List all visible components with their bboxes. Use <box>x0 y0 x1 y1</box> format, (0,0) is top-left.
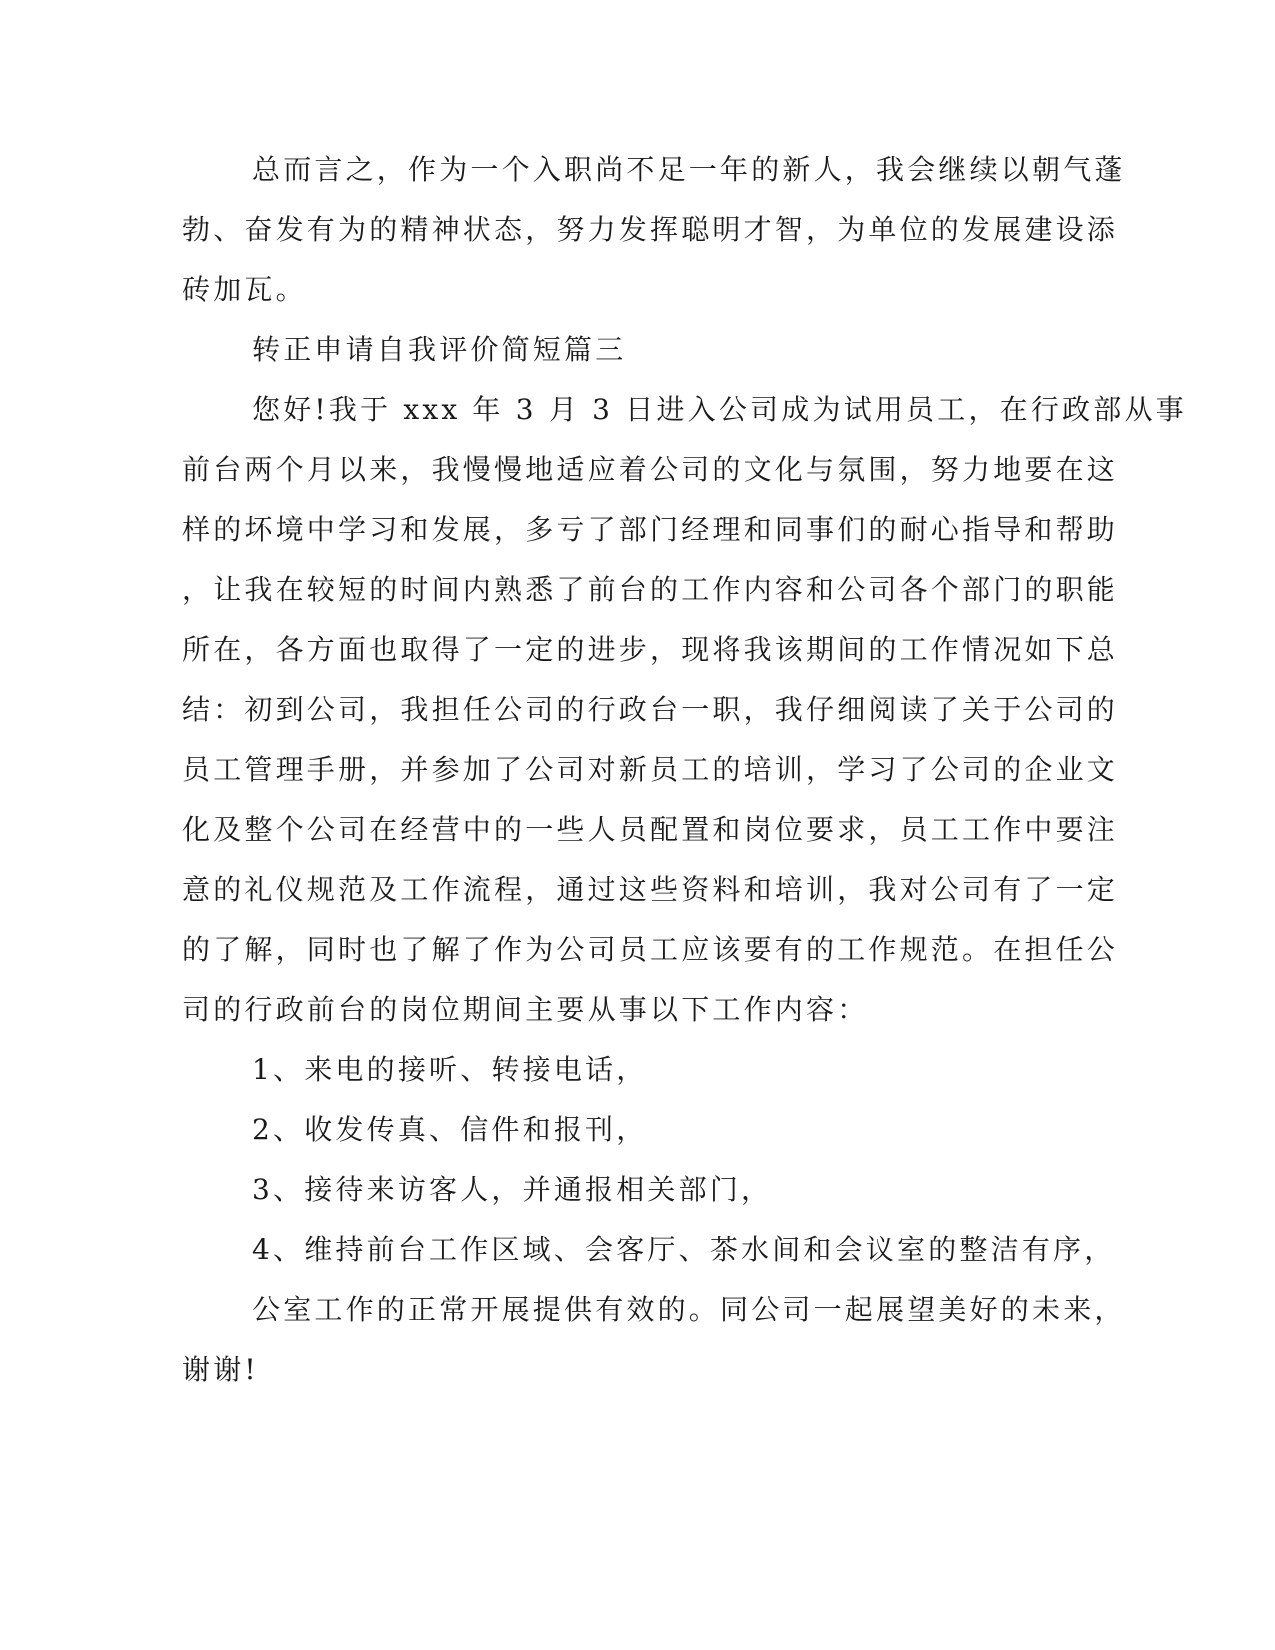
paragraph-body-line-11: 司的行政前台的岗位期间主要从事以下工作内容： <box>182 993 869 1026</box>
paragraph-body-line-2: 前台两个月以来，我慢慢地适应着公司的文化与氛围，努力地要在这 <box>182 453 1119 486</box>
paragraph-closing-line-1: 公室工作的正常开展提供有效的。同公司一起展望美好的未来， <box>252 1293 1126 1326</box>
list-item-1: 1、来电的接听、转接电话， <box>252 1053 648 1086</box>
paragraph-body-line-7: 员工管理手册，并参加了公司对新员工的培训，学习了公司的企业文 <box>182 753 1119 786</box>
paragraph-body-line-6: 结：初到公司，我担任公司的行政台一职，我仔细阅读了关于公司的 <box>182 693 1119 726</box>
paragraph-closing-line-2: 谢谢! <box>182 1353 259 1386</box>
list-item-4: 4、维持前台工作区域、会客厅、茶水间和会议室的整洁有序， <box>252 1233 1116 1266</box>
paragraph-body-line-8: 化及整个公司在经营中的一些人员配置和岗位要求，员工工作中要注 <box>182 813 1119 846</box>
paragraph-summary-line-2: 勃、奋发有为的精神状态，努力发挥聪明才智，为单位的发展建设添 <box>182 213 1119 246</box>
paragraph-body-line-5: 所在，各方面也取得了一定的进步，现将我该期间的工作情况如下总 <box>182 633 1119 666</box>
paragraph-body-line-9: 意的礼仪规范及工作流程，通过这些资料和培训，我对公司有了一定 <box>182 873 1119 906</box>
paragraph-summary-line-1: 总而言之，作为一个入职尚不足一年的新人，我会继续以朝气蓬 <box>252 153 1126 186</box>
paragraph-summary-line-3: 砖加瓦。 <box>182 273 307 306</box>
list-item-3: 3、接待来访客人，并通报相关部门， <box>252 1173 773 1206</box>
paragraph-body-line-1: 您好!我于 xxx 年 3 月 3 日进入公司成为试用员工，在行政部从事 <box>252 393 1187 426</box>
paragraph-body-line-3: 样的坏境中学习和发展，多亏了部门经理和同事们的耐心指导和帮助 <box>182 513 1119 546</box>
paragraph-body-line-10: 的了解，同时也了解了作为公司员工应该要有的工作规范。在担任公 <box>182 933 1119 966</box>
paragraph-body-line-4: ，让我在较短的时间内熟悉了前台的工作内容和公司各个部门的职能 <box>182 573 1119 606</box>
list-item-2: 2、收发传真、信件和报刊， <box>252 1113 648 1146</box>
section-heading: 转正申请自我评价简短篇三 <box>252 333 627 366</box>
